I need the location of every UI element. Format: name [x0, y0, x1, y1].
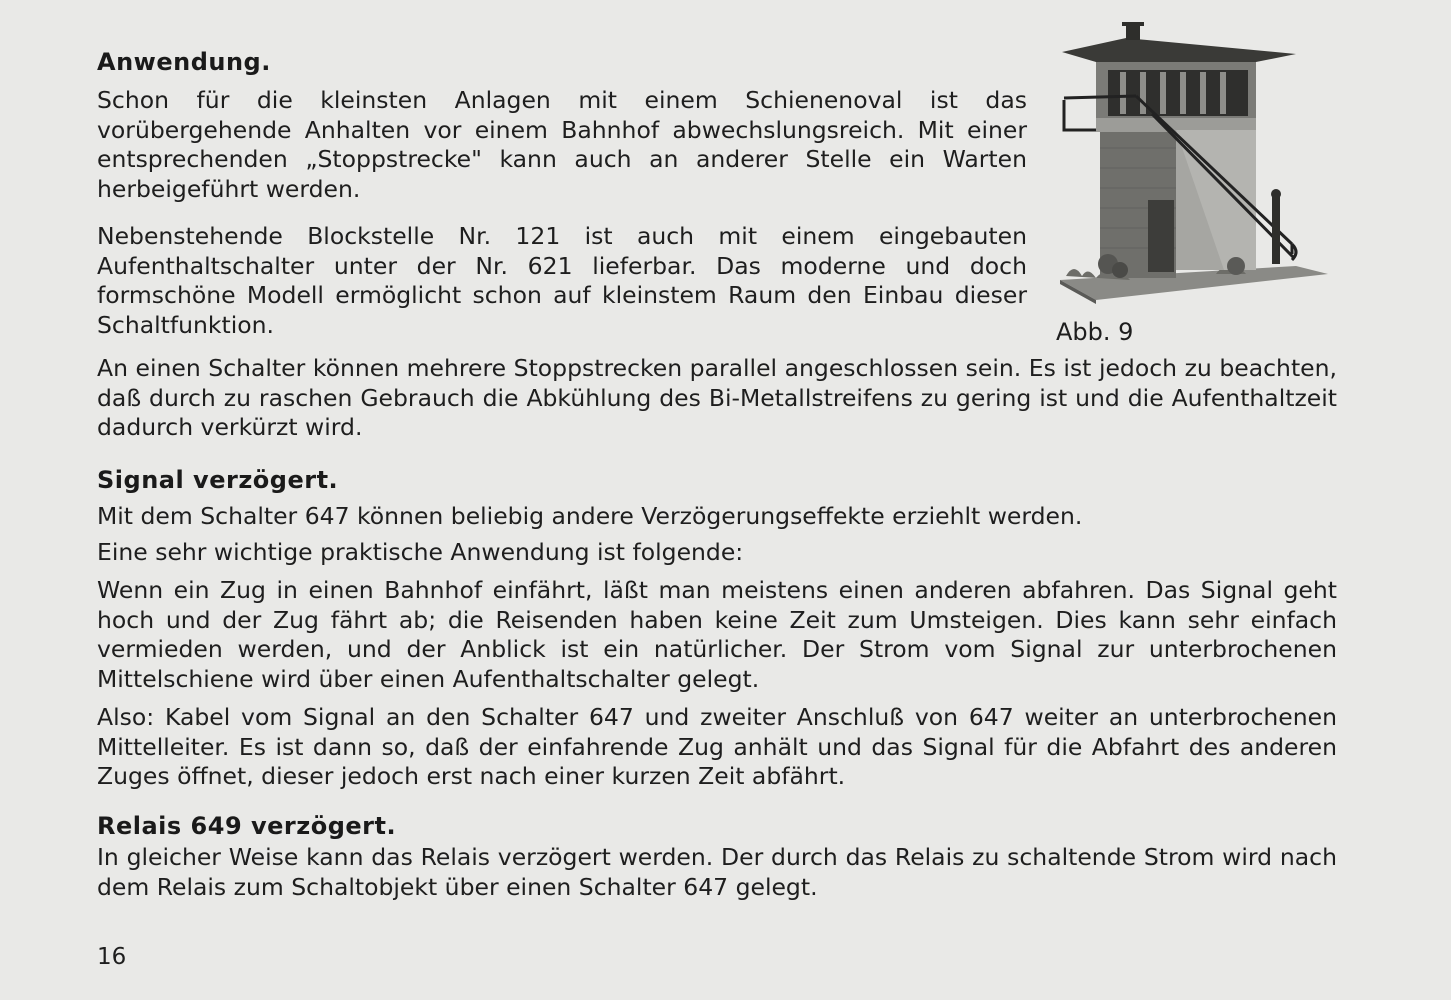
paragraph-bahnhof: Wenn ein Zug in einen Bahnhof einfährt, läßt man meistens einen anderen abfahren. Das Signal geht hoch und der Zug fährt ab; die Reisenden haben keine Zeit zum Umsteigen. Dies kann sehr einfach vermieden werden, und der Anblick ist ein natürlicher. Der Strom vom Signal zur unterbrochenen Mittelschiene wird über einen Aufenthaltschalter gelegt.: [97, 576, 1337, 693]
page-number: 16: [97, 944, 127, 970]
paragraph-also: Also: Kabel vom Signal an den Schalter 647 und zweiter Anschluß von 647 weiter an unterbrochenen Mittelleiter. Es ist dann so, daß der einfahrende Zug anhält und das Signal für die Abfahrt des anderen Zuges öffnet, dieser jedoch erst nach einer kurzen Zeit abfährt.: [97, 703, 1337, 790]
heading-relais-649: Relais 649 verzögert.: [97, 812, 397, 840]
paragraph-intro: Schon für die kleinsten Anlagen mit einem Schienenoval ist das vorübergehende Anhalten vor einem Bahnhof abwechslungsreich. Mit einer entsprechenden „Stoppstrecke" kann auch an anderer Stelle ein Warten herbeigeführt werden.: [97, 86, 1027, 203]
heading-anwendung: Anwendung.: [97, 48, 271, 76]
heading-signal-verzoegert: Signal verzögert.: [97, 466, 339, 494]
signal-box-illustration: [1056, 18, 1336, 308]
paragraph-stoppstrecken: An einen Schalter können mehrere Stoppstrecken parallel angeschlossen sein. Es ist jedoch zu beachten, daß durch zu raschen Gebrauch die Abkühlung des Bi-Metallstreifens zu gering ist und die Aufenthaltzeit dadurch verkürzt wird.: [97, 354, 1337, 441]
paragraph-blockstelle: Nebenstehende Blockstelle Nr. 121 ist auch mit einem eingebauten Aufenthaltschalter unter der Nr. 621 lieferbar. Das moderne und doch formschöne Modell ermöglicht schon auf kleinstem Raum den Einbau dieser Schaltfunktion.: [97, 222, 1027, 339]
signal-box-icon: [1056, 18, 1336, 308]
paragraph-relais: In gleicher Weise kann das Relais verzögert werden. Der durch das Relais zu schaltende Strom wird nach dem Relais zum Schaltobjekt über einen Schalter 647 gelegt.: [97, 843, 1337, 901]
figure-caption: Abb. 9: [1056, 318, 1134, 346]
paragraph-praktische-anwendung: Eine sehr wichtige praktische Anwendung ist folgende:: [97, 538, 744, 566]
paragraph-schalter-647: Mit dem Schalter 647 können beliebig andere Verzögerungseffekte erziehlt werden.: [97, 502, 1083, 530]
